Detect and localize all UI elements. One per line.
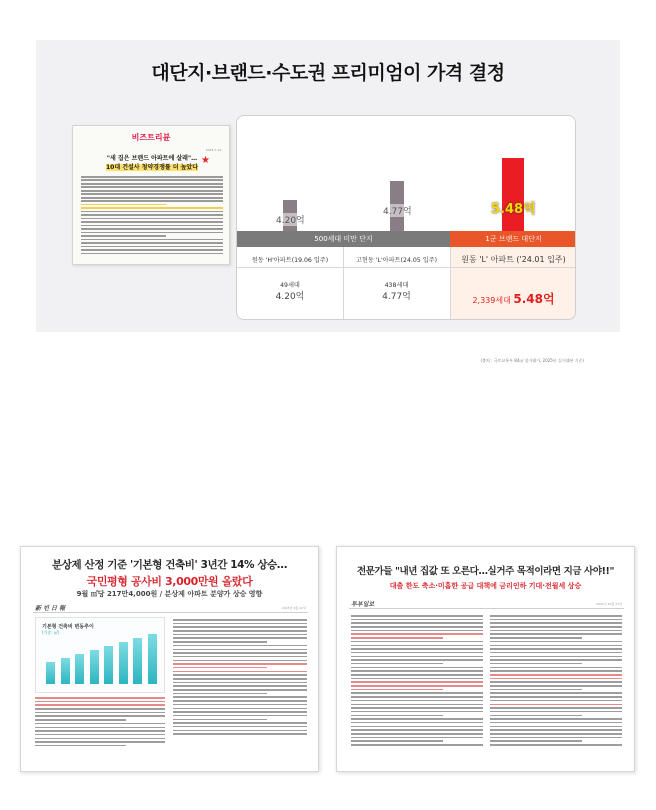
clipping-body-text: [81, 176, 223, 256]
article2-date: 2025년 10월 27일: [596, 602, 622, 606]
article1-date: 2025년 9월 22일: [282, 606, 306, 610]
article-clipping-construction-cost: [20, 546, 319, 772]
article2-body-left: [351, 615, 483, 748]
complex-name-1: 원동 'H'아파트(19.06 입주): [251, 257, 329, 264]
clipping-logo: 비즈트리뷴: [131, 133, 171, 142]
article2-subhead: 대출 한도 축소·미흡한 공급 대책에 금리인하 기대·전월세 상승: [389, 582, 582, 590]
article-clipping-housing-prices: [336, 546, 635, 772]
article1-paper: 新 빈 日 報: [35, 605, 66, 612]
article2-body-right: [490, 615, 622, 748]
households-1: 49세대: [280, 282, 300, 289]
group-label-brand: 1군 브랜드 대단지: [450, 231, 576, 247]
complex-name-2: 고현동 'L'아파트(24.05 입주): [355, 257, 438, 264]
article1-rule: [33, 612, 308, 613]
mini-chart-bar: [104, 646, 113, 684]
mini-chart-bar: [90, 650, 99, 684]
construction-cost-chart: [35, 617, 165, 693]
bar-value-label-3: 5.48억: [491, 201, 536, 217]
mini-chart-bar: [61, 658, 70, 684]
price-comparison-chart: [236, 115, 576, 320]
bar-value-label-2: 4.77억: [383, 204, 412, 217]
price-1: 4.20억: [275, 292, 305, 302]
price-2: 4.77억: [382, 292, 411, 302]
infographic-banner: [36, 40, 620, 363]
households-2: 438세대: [384, 282, 409, 289]
bar-3: [502, 158, 524, 231]
complex-name-3: 원동 'L' 아파트 ('24.01 입주): [461, 255, 566, 264]
article2-paper: 투부일보: [351, 601, 375, 608]
mini-chart-unit: (기준: ㎡): [42, 630, 60, 635]
households-value: 2,339세대: [472, 296, 514, 305]
bar-value-label-1: 4.20억: [276, 213, 305, 226]
households-3: [450, 290, 576, 307]
source-note: (출처 : 국토교통부 84㎡ 실거래가, 2025년 실거래된 기준): [480, 358, 584, 363]
star-icon: ★: [201, 155, 210, 166]
article1-body-left: [35, 697, 165, 749]
price-value: 5.48억: [513, 292, 555, 306]
group-label-small: 500세대 미만 단지: [237, 231, 450, 247]
mini-chart-title: 기본형 건축비 변동추이: [42, 624, 94, 630]
article1-headline-highlight: 국민평형 공사비 3,000만원 올랐다: [86, 575, 253, 588]
banner-title: 대단지·브랜드·수도권 프리미엄이 가격 결정: [151, 62, 505, 84]
article1-headline: 분상제 산정 기준 '기본형 건축비' 3년간 14% 상승…: [52, 559, 287, 571]
row-divider: [237, 267, 576, 268]
mini-chart-bar: [119, 642, 128, 684]
mini-chart-bar: [133, 638, 142, 684]
clipping-headline-line1: "새 집은 브랜드 아파트에 살래"…: [106, 155, 198, 162]
article1-body-right: [173, 619, 307, 737]
mini-chart-bar: [46, 662, 55, 684]
mini-chart-bar: [75, 654, 84, 684]
mini-chart-bar: [148, 634, 157, 684]
clipping-headline-line2: 10대 건설사 청약경쟁률 더 높았다: [105, 164, 199, 171]
article1-subhead: 9월 ㎡당 217만4,000원 / 분상제 아파트 분양가 상승 영향: [76, 590, 263, 598]
article2-headline: 전문가들 "내년 집값 또 오른다…실거주 목적이라면 지금 사야!!": [356, 566, 615, 577]
article2-rule: [349, 608, 624, 609]
news-clipping: [72, 125, 230, 265]
clipping-date: 2025.7.14: [205, 148, 221, 152]
